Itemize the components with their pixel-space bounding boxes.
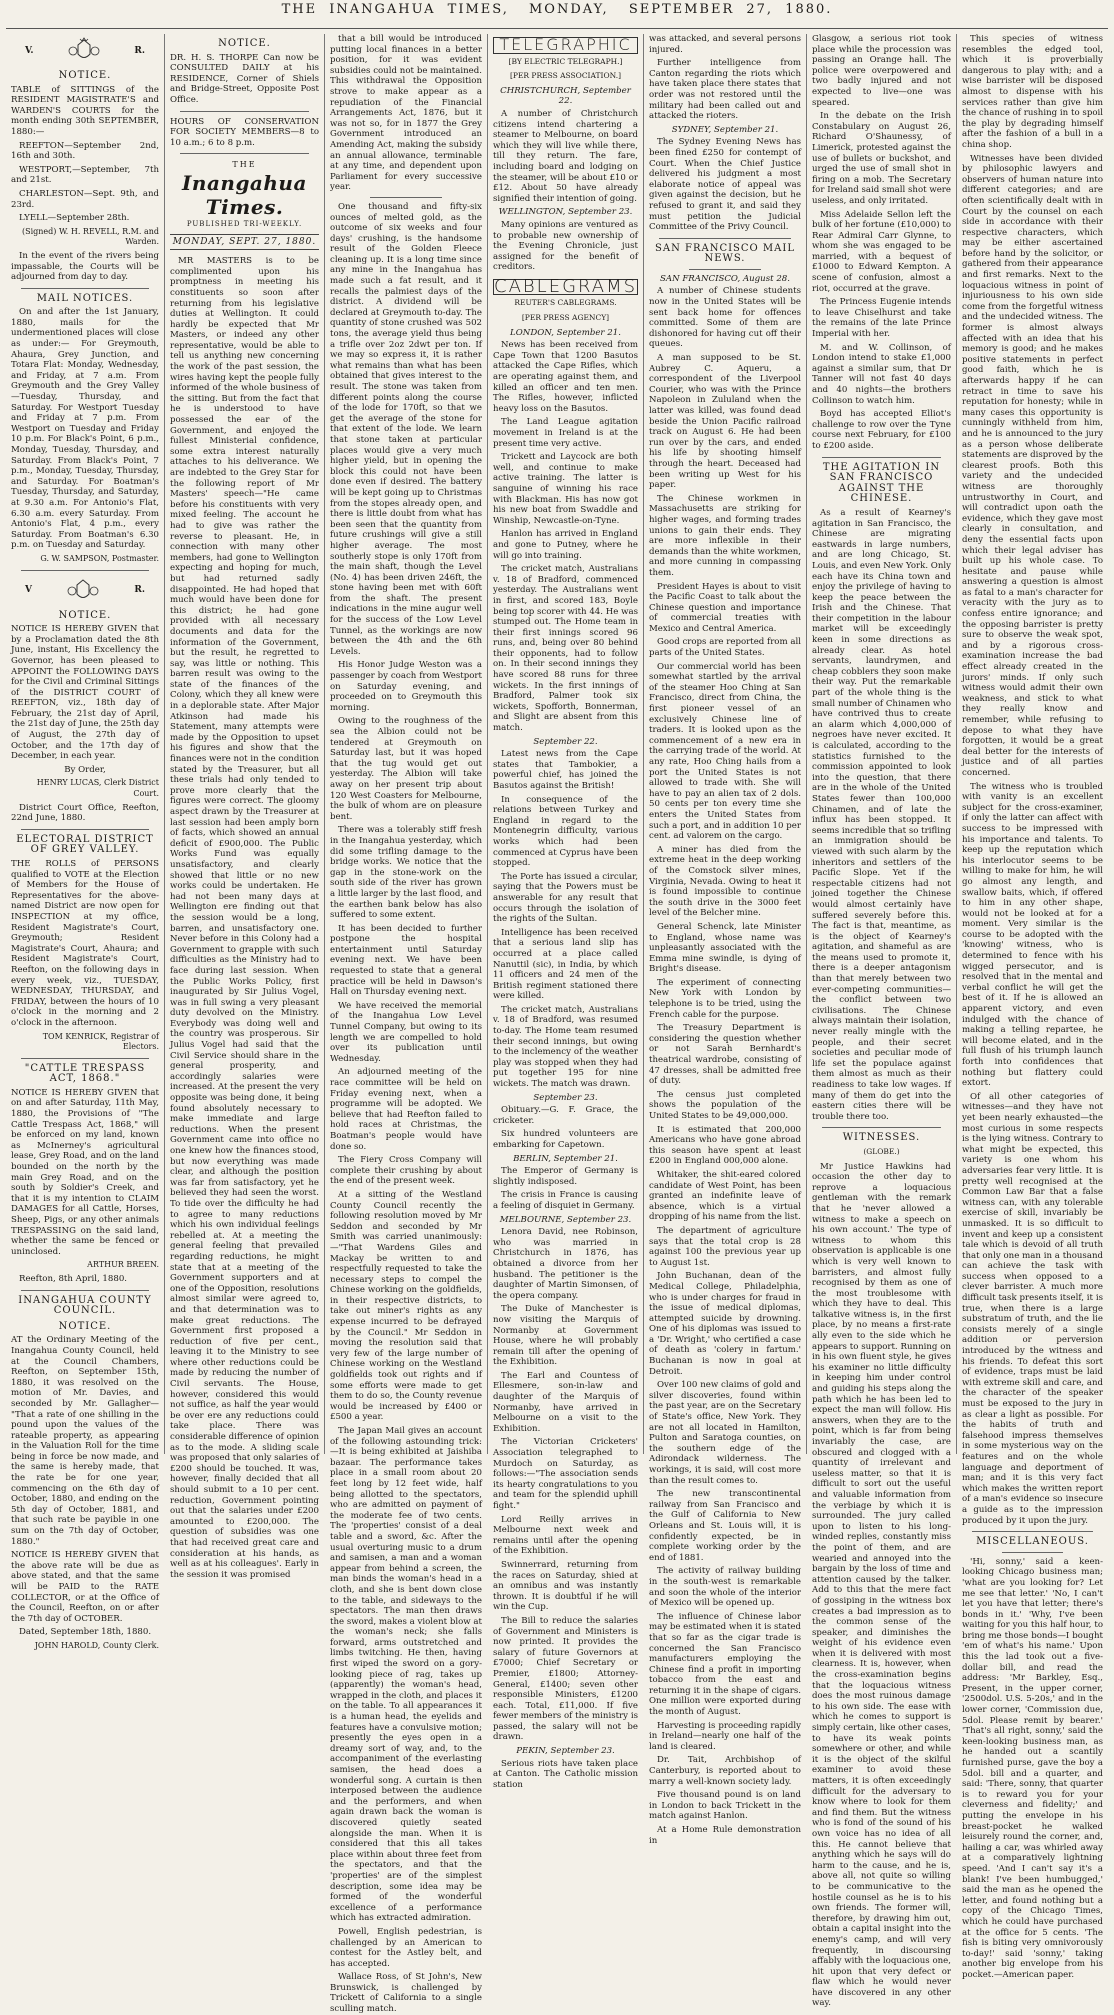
news-paragraph: The Sydney Evening News has been fined £250 for contempt of Court. When the Chief Justice delivered his judgment a most elaborate notice of appeal was given against the decision, but he refused to grant it, and said they must petition the Judicial Committee of the Privy Council.	[649, 137, 801, 233]
separator	[972, 1531, 1093, 1532]
masthead-the: THE	[232, 160, 257, 170]
news-paragraph: Many opinions are ventured as to probable new ownership of the Evening Chronicle, just assigned for the benefit of creditors.	[493, 219, 638, 273]
news-paragraph: A number of Christchurch citizens intend chartering a steamer to Melbourne, on board which they will live while there, till they return. The fare, including board and lodging on the steamer, will be about £10 or £12. About 50 have already signified their intention of going.	[493, 108, 638, 204]
editorial-body: MR MASTERS is to be complimented upon his promptness in meeting his constituents so soon after returning from his legislative duties at Wellington. It could hardly be expected that Mr Masters, or indeed any other representative, would be able to tell us anything new concerning the work of the past session, the wires having kept the people fully informed of the whole business of the sitting. But from the fact that he is understood to have possessed the ear of the Government, and enjoyed the fullest Ministerial confidence, some extra interest naturally attaches to his deliverance. We are indebted to the Grey Star for the following report of Mr Masters' speech—"He came before his constituents with very mixed feeling. The account he had to give was rather the reverse to pleasant. He, in connection with many other members, had gone to Wellington expecting and hoping for much, but had returned sadly disappointed. He had hoped that much would have been done for this district; he had gone provided with all necessary documents and data for the information of the Government, but the result, he regretted to say, was little or nothing. This barren result was owing to the state of the finances of the Colony, which they all knew were in a deplorable state. After Major Atkinson had made his Statement, many attempts were made by the Opposition to upset his figures and show that the finances were not in the condition stated by the Treasurer, but all these trials had only tended to prove more clearly that the figures were correct. The gloomy aspect drawn by the Treasurer at last session had been amply born of facts, which showed an annual deficit of £900,000. The Public Works Fund was equally unsatisfactory, and clearly showed that little or no new works could be undertaken. He had not been many days at Wellington ere finding out that the session would be a long, barren, and unsatisfactory one. Never before in this Colony had a Government to grapple with such difficulties as the Ministry had to face during last session. When the Public Works Policy, first inaugurated by Sir Julius Vogel, was in full swing a very pleasant duty devolved on the Ministry. Everybody was doing well and the country was prosperous. Sir Julius Vogel had said that the Civil Service should share in the general prosperity, and accordingly salaries were increased. At the present the very opposite was being done, it being found absolutely necessary to make immediate and large reductions. When the present Government came into office no one knew how the finances stood, but now everything was made clear, and although the position was far from satisfactory, yet he believed they had seen the worst. To tide over the difficulty he had to agree to many reductions which his own individual feelings rebelled at. At a meeting the general feeling that prevailed regarding reductions, he might state that at a meeting of the Government supporters and at one of the Opposition, resolutions almost similar were agreed to, and that determination was to make great reductions. The Government first proposed a reduction of five per cent., leaving it to the Ministry to see where other reductions could be made by reducing the number of Civil servants. The House, however, considered this would not suffice, as half the year would be over ere any reductions could take place. There was considerable difference of opinion as to the mode. A sliding scale was proposed that only salaries of £200 should be touched. It was, however, finally decided that all should submit to a 10 per cent. reduction, Government pointing out that the salaries under £200 amounted to £200,000. The question of subsidies was one that had received great care and consideration at his hands, as well as at his colleagues'. Early in the session it was promised	[170, 256, 319, 1580]
masthead-title: Inangahua Times.	[182, 170, 307, 219]
news-paragraph: President Hayes is about to visit the Pacific Coast to talk about the Chinese question and importance of commercial treaties with Mexico and Central America.	[649, 581, 801, 634]
news-paragraph: Serious riots have taken place at Canton. The Catholic mission station	[493, 1758, 638, 1790]
separator	[822, 1127, 941, 1128]
council-body: AT the Ordinary Meeting of the Inangahua County Council, held at the Council Chambers, Reefton, on September 15th, 1880, it was resolved on the motion of Mr. Davies, and seconded by Mr. Gallagher— "That a rate of one shilling in the pound upon the values of the rateable property, as appearing in the Valuation Roll for the time being in force be now made, and the same is hereby made, that the rate be for one year, commencing on the 6th day of October, 1880, and ending on the 5th day of October, 1881, and that such rate be payible in one sum on the 7th day of October, 1880."	[11, 1335, 159, 1547]
agitation-heading: THE AGITATION IN SAN FRANCISCO AGAINST THE CHINESE.	[822, 461, 941, 505]
crest-right: R.	[134, 585, 145, 596]
electoral-body: THE ROLLS of PERSONS qualified to VOTE at the Election of Members for the House of Representatives for the above-named District are now open for INSPECTION at my office, Resident Magistrate's Court, Greymouth; Resident Magistrate's Court, Ahaura; and Resident Magistrate's Court, Reefton, on the following days in every week, viz., TUESDAY, WEDNESDAY, THURSDAY, and FRIDAY, between the hours of 10 o'clock in the morning and 2 o'clock in the afternoon.	[11, 859, 159, 1028]
separator	[21, 570, 149, 571]
news-paragraph: The cricket match, Australians v. 18 of Bradford, commenced yesterday. The Australians went in first, and scored 183, Boyle being top scorer with 44. He was stumped out. The Home team in their first innings scored 96 runs, and, being over 80 behind their opponents, had to follow on. In their second innings they have scored 88 runs for three wickets. In the first innings of Bradford, Palmer took six wickets, Spofforth, Bonnerman, and Slight are absent from this match.	[493, 564, 638, 734]
clerk-signature: HENRY LUCAS, Clerk District Court.	[36, 778, 159, 799]
separator	[21, 288, 149, 289]
news-paragraph: Wallace Ross, of St John's, New Brunswick, is challenged by Trickett of California to a single sculling match.	[330, 1972, 482, 2015]
columns	[6, 34, 1108, 2015]
county-council-heading: INANGAHUA COUNTY COUNCIL.	[18, 1294, 152, 1317]
dateline: CHRISTCHURCH, September 22.	[500, 85, 631, 107]
reuters-subhead: REUTER'S CABLEGRAMS.	[514, 298, 617, 308]
news-paragraph: The Bill to reduce the salaries of Government and Ministers is now printed. It provides the salary of future Governors at £7000; Chief Secretary or Premier, £1800; Attorney-General, £1400; seven other responsible Ministers, £1200 each. Total, £11,000. If five fewer members of the ministry is passed, the salary will not be drawn.	[493, 1615, 638, 1743]
news-paragraph: Intelligence has been received that a serious land slip has occurred at a place called Nanuttil (sic), in India, by which 11 officers and 24 men of the British regiment stationed there were killed.	[493, 927, 638, 1002]
news-paragraph: The Porte has issued a circular, saying that the Powers must be answerable for any result that occurs through the isolation of the rights of the Sultan.	[493, 871, 638, 925]
news-paragraph: Six hundred volunteers are embarking for Capetown.	[493, 1129, 638, 1150]
postmaster-signature: G. W. SAMPSON, Postmaster.	[40, 553, 159, 563]
news-paragraph: The cricket match, Australians v. 18 of Bradford, was resumed to-day. The Home team resumed their second innings, but owing to the inclemency of the weather play was stopped when they had put together 195 for nine wickets. The match was drawn.	[493, 1004, 638, 1090]
dateline: September 22.	[533, 736, 598, 747]
news-paragraph: At a Home Rule demonstration in	[649, 1825, 801, 1846]
press-association-subhead: [PER PRESS ASSOCIATION.]	[509, 71, 622, 81]
cattle-act-body: NOTICE IS HEREBY GIVEN that on and after Saturday, 11th May, 1880, the Provisions of "The Cattle Trespass Act, 1868," will be enforced on my land, known as McInerney's agricultural lease, Grey Road, and on the land bounded on the north by the main Grey Road, and on the south by Soldier's Creek, and that it is my intention to CLAIM DAMAGES for all Cattle, Horses, Sheep, Pigs, or any other animals TRESPASSING on the said land, whether the same be fenced or uninclosed.	[11, 1087, 159, 1257]
issue-date: MONDAY, SEPT. 27, 1880.	[170, 234, 319, 251]
news-paragraph: Dr. Tait, Archbishop of Canterbury, is reported about to marry a well-known society lady.	[649, 1755, 801, 1787]
district-court-notice: NOTICE IS HEREBY GIVEN that by a Proclamation dated the 8th June, instant, His Excellency the Governor, has been pleased to APPOINT the FOLLOWING DAYS for the Civil and Criminal Sittings of the DISTRICT COURT of REEFTON, viz., 18th day of February, the 21st day of April, the 21st day of June, the 25th day of August, the 27th day of October, and the 17th day of December, in each year.	[11, 624, 159, 762]
separator	[1002, 1552, 1063, 1553]
royal-crest	[11, 36, 159, 66]
by-order: By Order,	[64, 764, 106, 775]
news-paragraph: Lord Reilly arrives in Melbourne next week and remains until after the opening of the Exhibition.	[493, 1514, 638, 1557]
news-paragraph: The Chinese workmen in Massachusetts are striking for higher wages, and forming trades unions to gain their ends. They are more inflexible in their demands than the white workmen, and more cunning in compassing them.	[649, 493, 801, 578]
news-paragraph: The witness who is troubled with vanity is an excellent subject for the cross-examiner, if only the latter can affect with success to be impressed with his importance and talents. To keep up the reputation which his interlocutor seems to be willing to make for him, he will go almost any length, and swallow baits, which, if offered to him in any other shape, would not be looked at for a moment. Very similar is the course to be adopted with the 'knowing' witness, who is determined to fence with his wigged persecutor, and is resolved that in the mental and verbal conflict he will get the best of it. If he is allowed an apparent victory, and even indulged with the chance of making a telling repartee, he will become elated, and in the full flush of his triumph launch forth into confidences that nothing but flattery could extort.	[962, 781, 1103, 1089]
news-paragraph: Witnesses have been divided by philosophic lawyers and observers of human nature into different categories; and are often scientifically dealt with in Court by the counsel on each side in accordance with their respective characters, which may be either ascertained before hand by the solicitor, or gathered from their appearance and first remarks. Next to the loquacious witness in point of injuriousness to his own side come from the forgetful witness and the undecided witness. The former is almost always affected with an idea that his memory is good; and he makes positive statements in perfect good faith, which he is afterwards happy if he can retract in time to save his reputation for honesty; while in many cases this opportunity is cunningly withheld from him, and he is announced to the jury as a person whose deliberate statements are disproved by the clearest proofs. Both this variety and the undecided witness are thoroughly untrustworthy in Court, and will contradict upon oath the evidence, which they gave most clearly in consultation, and deny the essential facts upon which their legal adviser has built up his whole case. To hesitate and pause while answering a question is almost as fatal to a man's character for veracity with the jury as to confess entire ignorance; and the opposing barrister is pretty sure to observe the weak spot, and by a rigorous cross-examination increase the bad effect already created in the jurors' minds. If only such witness would admit their own weakness, and stick to what they really know and remember, while refusing to depose to what they have forgotten, it would be a great deal better for the interests of justice and of all parties concerned.	[962, 153, 1103, 778]
news-paragraph: It has been decided to further postpone the hospital entertainment until Saturday evening next. We have been requested to state that a general practice will be held in Dawson's Hall on Thursday evening next.	[330, 923, 482, 998]
news-paragraph: The Japan Mail gives an account of the following astounding trick:—It is being exhibited at Jaishiba bazaar. The performance takes place in a small room about 20 feet long by 12 feet wide, half being allotted to the spectators, who are admitted on payment of the moderate fee of two cents. The 'properties' consist of a deal table and a sword, &c. After the usual overturing music to a drum and samisen, a man and a woman appear from behind a screen, the man binds the woman's head in a cloth, and she is bent down close to the table, and sideways to the spectators. The man then draws the sword, makes a violent blow at the woman's neck; she falls forward, arms outstretched and limbs twitching. He then, having first wiped the sword on a gory-looking piece of rag, takes up (apparently) the woman's head, wrapped in the cloth, and places it on the table. To all appearances it is a human head, the eyelids and features have a convulsive motion; presently the eyes open in a dreamy sort of way, and, to the accompaniment of the everlasting samisen, the head does a wonderful song. A curtain is then interposed between the audience and the performers, and when again drawn back the woman is discovered quietly seated alongside the man. When it is considered that this all takes place within about three feet from the spectators, and that the 'properties' are of the simplest description, some idea may be formed of the wonderful excellence of a performance which has extracted admiration.	[330, 1426, 482, 1924]
news-paragraph: Miss Adelaide Sellon left the bulk of her fortune (£10,000) to Rear Admiral Carr Glynne, to whom she was engaged to be married, with a bequest of £1000 to Edward Kempton. A scene of confusion, almost a riot, occurred at the grave.	[812, 209, 951, 294]
news-paragraph: The Treasury Department is considering the question whether or not Sarah Bernhardt's theatrical wardrobe, consisting of 47 dresses, shall be admitted free of duty.	[649, 1023, 801, 1087]
running-head	[0, 2, 1114, 28]
news-paragraph: Swinnerrard, returning from the races on Saturday, shied at an omnibus and was instantly thrown. It is doubtful if he will win the Cup.	[493, 1559, 638, 1613]
news-paragraph: Good crops are reported from all parts of the United States.	[649, 637, 801, 659]
news-paragraph: The Emperor of Germany is slightly indisposed.	[493, 1166, 638, 1187]
news-paragraph: Of all other categories of witnesses—and they have not yet been nearly exhausted—the most curious in some respects is the lying witness. Contrary to what might be expected, this variety is one whom his adversaries fear very little. It is pretty well recognised at the Common Law Bar that a false witness can, with any tolerable exercise of skill, invariably be unmasked. It is so difficult to invent and keep up a consistent tale which is devoid of all truth that only one man in a thousand can achieve the task with success when opposed to a clever barrister. A much more difficult task presents itself, it is true, when there is a large substratum of truth, and the lie consists merely of a single addition or perversion introduced by the witness and his friends. To defeat this sort of evidence, traps must be laid with extreme skill and care, and the character of the speaker must be exposed to the jury in as clear a light as possible. For the habits of truth and falsehood impress themselves in some mysterious way on the features and on the whole language and deportment of man; and it is this very fact which makes the written report of a man's evidence so insecure a guide as to the impression produced by it upon the jury.	[962, 1091, 1103, 1526]
news-paragraph: The department of agriculture says that the total crop is 28 against 100 the previous year up to August 1st.	[649, 1225, 801, 1268]
news-paragraph: was attacked, and several persons injured.	[649, 34, 801, 55]
crest-left: V.	[25, 45, 34, 56]
san-francisco-mail-heading: SAN FRANCISCO MAIL NEWS.	[655, 242, 795, 265]
dateline: MELBOURNE, September 23.	[499, 1214, 632, 1225]
separator	[659, 238, 791, 239]
news-paragraph: The Princess Eugenie intends to leave Chiselhurst and take the remains of the late Prince Imperial with her.	[812, 297, 951, 340]
news-paragraph: Latest news from the Cape states that Tambokier, a powerful chief, has joined the Basutos against the British!	[493, 749, 638, 791]
news-paragraph: Glasgow, a serious riot took place while the procession was passing an Orange hall. The police were overpowered and two badly injured and not expected to live—one was speared.	[812, 34, 951, 108]
crest-left: V	[25, 585, 32, 596]
breen-signature: ARTHUR BREEN.	[87, 1260, 159, 1270]
news-paragraph: A number of Chinese students now in the United States will be sent back home for offences committed. Some of them are dishonored for having cut off their queues.	[649, 286, 801, 350]
column-3	[324, 34, 487, 2015]
witnesses-source: (GLOBE.)	[863, 1146, 900, 1156]
separator	[21, 829, 149, 830]
news-paragraph: that a bill would be introduced putting local finances in a better position, for it was evident subsidies could not be maintained. This withdrawal the Opposition strove to make appear as a repudiation of the Financial Arrangements Act, 1876, but it was not so, for in 1877 the Grey Government introduced an Amending Act, making the subsidy an annual allowance, terminable at any time, and dependent upon Parliament for every successive year.	[330, 34, 482, 193]
cattle-dateline: Reefton, 8th April, 1880.	[19, 1273, 128, 1284]
column-1	[6, 34, 164, 1650]
signed-line: (Signed) W. H. REVELL, R.M. and Warden.	[21, 226, 159, 247]
news-paragraph: This species of witness resembles the edged tool, which it is proverbially dangerous to play with; and a wise barrister will be disposed almost to dispense with his services rather than give him the chance of rushing in to spoil the play by degrading himself after the fashion of a bull in a china shop.	[962, 34, 1103, 150]
column-4	[487, 34, 643, 1790]
dateline: LONDON, September 21.	[510, 327, 621, 338]
news-paragraph: The experiment of connecting New York with London by telephone is to be tried, using the French cable for the purpose.	[649, 977, 801, 1020]
news-paragraph: General Schenck, late Minister to England, whose name was unpleasantly associated with the Emma mine swindle, is dying of Bright's disease.	[649, 921, 801, 975]
news-paragraph: A man supposed to be St. Aubrey C. Aqueru, a correspondent of the Liverpool Courier, who was with the Prince Napoleon in Zululand when the latter was killed, was found dead beside the Union Pacific railroad track on August 6. He had been run over by the cars, and ended his life by shooting himself through the heart. Deceased had been writing up West for his paper.	[649, 353, 801, 491]
running-head-date: SEPTEMBER 27, 1880.	[628, 2, 833, 17]
sittings-notice: TABLE of SITTINGS of the RESIDENT MAGISTRATE'S and WARDEN'S COURTS for the month ending 30th SEPTEMBER, 1880:—	[11, 84, 159, 137]
dateline: SYDNEY, September 21.	[671, 124, 779, 135]
news-paragraph: It is estimated that 200,000 Americans who have gone abroad this season have spent at least £200 in England 000,000 alone.	[649, 1124, 801, 1167]
miscellaneous-body: 'Hi, sonny,' said a keen-looking Chicago business man; 'what are you looking for? Let me see that letter.' 'No, I can't let you have that letter; there's bonds in it.' 'Why, I've been waiting for you this half hour, to bring me those bonds—I bought 'em of what's his name.' Upon this the lad took out a five-dollar bill, and read the address: 'Mr Barkley, Esq., Present, in the upper corner, '2500dol. U.S. 5-20s,' and in the lower corner, 'Commission due, 5dol. Please remit by bearer.' 'That's all right, sonny,' said the keen-looking business man, as he handed out a scantily furnished purse, gave the boy a 5dol. bill and a quarter, and said: 'There, sonny, that quarter is to reward you for your cleverness and fidelity;' and putting the envelope in his breast-pocket he walked leisurely round the corner, and, hailing a car, was whirled away at a comparatively lightning speed. 'And I can't say it's a blank! I've been humbugged,' said the man as he opened the letter, and found nothing but a copy of the Chicago Times, which he could have purchased at the office for 5 cents. 'The fish is biting very omnivorously to-day!' said 'sonny,' taking another big envelope from his pocket.—American paper.	[962, 1556, 1103, 1980]
running-head-day: MONDAY,	[529, 2, 609, 17]
column-6	[806, 34, 956, 2009]
separator	[21, 1290, 149, 1291]
county-clerk-signature: JOHN HAROLD, County Clerk.	[34, 1640, 159, 1650]
news-paragraph: News has been received from Cape Town that 1200 Basutos attacked the Cape Rifles, which are operating against them, and killed an officer and ten men. The Rifles, however, inflicted heavy loss on the Basutos.	[493, 340, 638, 414]
separator	[689, 269, 761, 270]
news-paragraph: In consequence of the relations between Turkey and England in regard to the Montenegrin difficulty, various works which had been commenced at Cyprus have been stopped.	[493, 794, 638, 869]
sitting-line: REEFTON—September 2nd, 16th and 30th.	[11, 140, 159, 162]
news-paragraph: His Honor Judge Weston was a passenger by coach from Westport on Saturday evening, and proceeded on to Greymouth this morning.	[330, 660, 482, 713]
press-agency-subhead: [PER PRESS AGENCY]	[521, 313, 610, 323]
thorpe-notice: DR. H. S. THORPE Can now be CONSULTED DAILY at his RESIDENCE, Corner of Shiels and Bridge-Street, Opposite Post Office.	[170, 52, 319, 105]
witnesses-heading: WITNESSES.	[842, 1132, 921, 1144]
council-notice-subhead: NOTICE.	[58, 1320, 112, 1332]
dateline: September 23.	[533, 1092, 598, 1103]
court-office-dateline: District Court Office, Reefton, 22nd June, 1880.	[11, 802, 159, 824]
news-paragraph: John Buchanan, dean of the Medical College, Philadelphia, who is under charges for fraud in the issue of medical diplomas, attempted suicide by drowning. One of his diplomas was issued to a 'Dr. Wright,' who certified a case of death as 'colery in fartum.' Buchanan is now in goal at Detroit.	[649, 1271, 801, 1377]
cablegrams-heading: CABLEGRAMS	[494, 275, 638, 297]
witnesses-body: Mr Justice Hawkins had occasion the other day to reprove a loquacious gentleman with the remark that he 'never allowed a witness to make a speech on his own account.' The type of witness to whom this observation is applicable is one which is very well known to barristers, and almost fully recognised by them as one of the most troublesome with which they have to deal. This talkative witness is, in the first place, by no means a first-rate ally even to the side which he appears to support. Running on in his own fluent style, he gives his examiner no little difficulty in keeping him under control and guiding his steps along the path which he has been led to expect the man will follow. His answers, when they are to the point, which is far from being invariably the case, are obscured and clogged with a quantity of irrelevant and useless matter, so that it is difficult to sort out the useful and valuable information from the verbiage by which it is surrounded. The jury called upon to listen to his long-winded replies, constantly miss the point of them, and are wearied and annoyed into the bargain by the loss of time and attention caused by the talker. Add to this that the mere fact of gossiping in the witness box creates a bad impression as to the common sense of the speaker, and diminishes the weight of his evidence even when it is delivered with most clearness. It is, however, when the cross-examination begins that the loquacious witness does the most ruinous damage to his own side. The ease with which he comes to support is simply certain, like other cases, to have its weak points somewhere or other, and while it is the object of the skilful examiner to avoid these matters, it is often exceedingly difficult for the adversary to know where to look for them and find them. But the witness who is fond of the sound of his own voice has no idea of all this. He cannot believe that anything which he says will do harm to the cause, and he is, above all, not quite so willing to be communicative to the hostile counsel as he is to his own friends. The former will, therefore, by drawing him out, obtain a capital insight into the enemy's camp, and will very frequently, in discoursing affably with the loquacious one, hit upon that very defect or flaw which he would never have discovered in any other way.	[812, 1161, 951, 2009]
news-paragraph: Further intelligence from Canton regarding the riots which have taken place there states that order was not restored until the military had been called out and attacked the rioters.	[649, 58, 801, 122]
news-paragraph: Lenora David, nee Robinson, who was married in Christchurch in 1876, has obtained a divorce from her husband. The petitioner is the daughter of Martin Simonsen, of the opera company.	[493, 1227, 638, 1301]
cattle-act-heading: "CATTLE TRESPASS ACT, 1868."	[24, 1062, 146, 1085]
notice-heading: NOTICE.	[58, 70, 112, 81]
news-paragraph: We have received the memorial of the Inangahua Low Level Tunnel Company, but owing to its length we are compelled to hold over its publication until Wednesday.	[330, 1000, 482, 1064]
sitting-line: WESTPORT,—September, 7th and 21st.	[11, 164, 159, 186]
mail-notices-body: On and after the 1st January, 1880, mails for the undermentioned places will close as under:— For Greymouth, Ahaura, Grey Junction, and Totara Flat: Monday, Wednesday, and Friday, at 7 a.m. From Greymouth and the Grey Valley —Tuesday, Thursday, and Saturday. For Westport Tuesday and Friday at 7 p.m. From Westport on Tuesday and Friday 10 p.m. For Black's Point, 6 p.m., Monday, Tuesday, Thursday, and Saturday. From Black's Point, 7 p.m., Monday, Tuesday, Thursday, and Saturday. For Boatman's Tuesday, Thursday, and Saturday, at 9.30 a.m. For Antonio's Flat, 6.30 a.m. every Saturday. From Antonio's Flat, 4 p.m., every Saturday. From Boatman's 6.30 p.m. on Tuesday and Saturday.	[11, 307, 159, 551]
council-body-2: NOTICE IS HEREBY GIVEN that the above rate will be due as above stated, and that the same will be PAID to the RATE COLLECTOR, or at the Office of the Council, Reefton, on or after the 7th day of OCTOBER.	[11, 1550, 159, 1624]
news-paragraph: The Duke of Manchester is now visiting the Marquis of Normanby at Government House, where he will probably remain till after the opening of the Exhibition.	[493, 1304, 638, 1368]
news-paragraph: Powell, English pedestrian, is challenged by an American to contest for the Astley belt, and has accepted.	[330, 1926, 482, 1969]
telegraphic-heading: TELEGRAPHIC	[493, 37, 638, 54]
news-paragraph: The crisis in France is causing a feeling of disquiet in Germany.	[493, 1190, 638, 1211]
news-paragraph: Five thousand pound is on land in London to back Trickett in the match against Hanlon.	[649, 1790, 801, 1822]
news-paragraph: The Earl and Countess of Ellesmere, son-in-law and daughter of the Marquis of Normanby, have arrived in Melbourne on a visit to the Exhibition.	[493, 1370, 638, 1434]
column-5	[643, 34, 806, 1846]
dateline: BERLIN, September 21.	[513, 1153, 618, 1164]
registrar-signature: TOM KENRICK, Registrar of Electors.	[42, 1031, 159, 1052]
news-paragraph: Owing to the roughness of the sea the Albion could not be tendered at Greymouth on Saturday last, but it was hoped that the tug would get out yesterday. The Albion will take away on her present trip about 120 West Coasters for Melbourne, the bulk of whom are on pleasure bent.	[330, 716, 482, 822]
news-paragraph: An adjourned meeting of the race committee will be held on Friday evening next, when a programme will be adopted. We believe that had Reefton failed to hold races at Christmas, the Boatman's people would have done so.	[330, 1067, 482, 1152]
news-paragraph: The Victorian Cricketers' Association telegraphed to Murdoch on Saturday, as follows:—"The association sends its hearty congratulations to you and team for the splendid uphill fight."	[493, 1437, 638, 1511]
dateline: SAN FRANCISCO, August 28.	[660, 273, 790, 284]
news-paragraph: There was a tolerably stiff fresh in the Inangahua yesterday, which did some trifling damage to the bridge works. We notice that the gap in the stone-work on the south side of the river has grown a little larger by the last flood, and the earthen bank below has also suffered to some extent.	[330, 825, 482, 921]
conservation-hours: HOURS OF CONSERVATION FOR SOCIETY MEMBERS—8 to 10 a.m.; 6 to 8 p.m.	[170, 116, 319, 148]
separator	[370, 197, 442, 198]
news-paragraph: Hanlon has arrived in England and gone to Putney, where he will go into training.	[493, 529, 638, 561]
royal-arms-icon	[66, 578, 100, 604]
news-paragraph: The census just completed shows the population of the United States to be 49,000,000.	[649, 1089, 801, 1121]
news-paragraph: At a sitting of the Westland County Council recently the following resolution moved by Mr Seddon and seconded by Mr Smith was carried unanimously:—"That Wardens Giles and Mackay be written to and respectfully requested to take the necessary steps to compel the Chinese working on the goldfields, in their respective districts, to take out miner's rights as any expense incurred to be defrayed by the Council." Mr Seddon in moving the resolution said that very few of the large number of Chinese working on the Westland goldfields took out rights and if some efforts were made to get them to do so, the County revenue would be increased by £400 or £500 a year.	[330, 1189, 482, 1423]
news-paragraph: Whitaker, the shit-eared colored candidate of West Point, has been granted an indefinite leave of absence, which is a virtual dropping of his name from the list.	[649, 1169, 801, 1223]
dateline: WELLINGTON, September 23.	[498, 207, 633, 218]
column-2	[164, 34, 324, 1580]
sitting-line: LYELL—September 28th.	[19, 213, 130, 224]
news-paragraph: Trickett and Laycock are both well, and continue to make active training. The latter is sanguine of winning his race with Blackman. His has now got his new boat from Swaddle and Winship, Newcastle-on-Tyne.	[493, 452, 638, 526]
running-head-title: THE INANGAHUA TIMES,	[281, 2, 509, 17]
mail-notices-heading: MAIL NOTICES.	[36, 292, 134, 304]
electoral-heading: ELECTORAL DISTRICT OF GREY VALLEY.	[16, 833, 154, 856]
notice-heading: NOTICE.	[58, 609, 112, 621]
news-paragraph: The Land League agitation movement in Ireland is at the present time very active.	[493, 417, 638, 449]
top-rule	[6, 28, 1108, 29]
royal-crest-2	[11, 576, 159, 606]
masthead	[170, 160, 319, 229]
separator	[180, 111, 309, 112]
news-paragraph: In the debate on the Irish Constabulary on August 26, Richard O'Shaunessy, of Limerick, protested against the use of bullets or buckshot, and urged the use of small shot in firing on a mob. The Secretary for Ireland said small shot were useless, and only irritated.	[812, 111, 951, 206]
news-paragraph: Harvesting is proceeding rapidly in Ireland—nearly one half of the land is cleared.	[649, 1720, 801, 1752]
separator	[21, 1058, 149, 1059]
miscellaneous-heading: MISCELLANEOUS.	[976, 1536, 1089, 1548]
news-paragraph: Over 100 new claims of gold and silver discoveries, found within the past year, are on the Secretary of State's office, New York. They are not all located in Hamilton, Pulton and Saratoga counties, on the southern edge of the Adirondack wilderness. The workings, it is said, will cost more than the result comes to.	[649, 1380, 801, 1486]
news-paragraph: One thousand and fifty-six ounces of melted gold, as the outcome of six weeks and four days' crushing, is the handsome result of the Golden Fleece cleaning up. It is a long time since any mine in the Inangahua has made such a fat result, and it recalls the palmiest days of the district. A dividend will be declared at Greymouth to-day. The quantity of stone crushed was 502 tons, the average yield thus being a trifle over 2oz 2dwt per ton. If we may so express it, it is rather what remains than what has been obtained that gives interest to the result. The stone was taken from different points along the course of the lode for 170ft, so that we get the average of the stone for that extent of the lode. We learn that stone taken at particular places would give a very much higher yield, but in opening the block this could not have been done even if desired. The battery will be kept going up to Christmas from the stopes already open, and there is little doubt from what has been seen that the quantity from future crushings will give a still higher average. The most southerly stope is only 170ft from the main shaft, though the Level (No. 4) has been driven 246ft, the stone having been met with 60ft from the shaft. The present indications in the mine augur well for the success of the Low Level Tunnel, as the workings are now between the 4th and the 6th Levels.	[330, 201, 482, 657]
separator	[822, 457, 941, 458]
notice-heading: NOTICE.	[218, 38, 271, 49]
separator	[180, 153, 309, 154]
news-paragraph: Obituary.—G. F. Grace, the cricketer.	[493, 1105, 638, 1126]
telegraph-subhead: [BY ELECTRIC TELEGRAPH.]	[508, 56, 623, 66]
crest-right: R.	[134, 45, 145, 56]
news-paragraph: The influence of Chinese labor may be estimated when it is stated that so far as the cigar trade is concerned the San Francisco manufacturers employing the Chinese find a profit in importing tobacco from the east and returning it in the shape of cigars. One million were exported during the month of August.	[649, 1611, 802, 1718]
news-paragraph: Boyd has accepted Elliot's challenge to row over the Tyne course next February, for £100 to £200 aside.	[812, 409, 951, 451]
news-paragraph: A miner has died from the extreme heat in the deep working of the Comstock silver mines, Virginia, Nevada. Owing to heat it is found impossible to continue the south drive in the 3000 feet level of the Belcher mine.	[649, 844, 801, 919]
news-paragraph: The Fiery Cross Company will complete their crushing by about the end of the present week.	[330, 1155, 482, 1187]
column-7	[956, 34, 1108, 1980]
news-paragraph: Our commercial world has been somewhat startled by the arrival of the steamer Hoo Ching at San Francisco, direct from China, the first pioneer vessel of an exclusively Chinese line of traders. It is looked upon as the commencement of a new era in the carrying trade of the world. At any rate, Hoo Ching hails from a port the United States is not allowed to trade with. She will have to pay an alien tax of 2 dols. 50 cents per ton every time she enters the United States from such a port, and in addition 10 per cent. ad valorem on the cargo.	[649, 661, 801, 842]
agitation-body: As a result of Kearney's agitation in San Francisco, the Chinese are migrating eastwards in large numbers, and are long Chicago, St. Louis, and even New York. Only each have its China town and enjoy the privilege of having to keep the peace between the Irish and the Chinese. That their competition in the labour market will be exceedingly keen in some directions as already clear. As hotel servants, laundrymen, and cheap cobblers they soon make their way. Put the remarkable part of the whole thing is the small number of Chinamen who have contrived thus to create an alarm which 4,000,000 of negroes have never excited. It is calculated, according to the statistics furnished to the commission appointed to look into the question, that there are in the whole of the United States fewer than 100,000 Chinamen, and of late the influx has been stopped. It seems incredible that so trifling an immigration should be viewed with such alarm by the inheritors and settlers of the Pacific Slope. Yet if the respectable citizens had not joined together the Chinese would almost certainly have suffered severely before this. The fact is that, meantime, as is the object of Kearney's agitation, and shameful as are the means used to promote it, there is a deeper antagonism than that merely between two ever-competing communities—the conflict between two civilisations. The Chinese always maintain their isolation, never really mingle with the people, and their secret societies and peculiar mode of life set the populace against them almost as much as their readiness to take low wages. If many of them do get into the eastern cities there will be trouble there too.	[812, 507, 951, 1122]
news-paragraph: The new transcontinental railway from San Francisco and the Gulf of California to New Orleans and St. Louis will, it is confidently expected, be in complete working order by the end of 1881.	[649, 1489, 801, 1563]
dateline: PEKIN, September 23.	[516, 1746, 615, 1757]
sitting-line: CHARLESTON—Sept. 9th, and 23rd.	[11, 188, 159, 210]
royal-arms-icon	[67, 38, 101, 64]
news-paragraph: The activity of railway building in the south-west is remarkable and soon the whole of the interior of Mexico will be opened up.	[649, 1566, 801, 1609]
sittings-note: In the event of the rivers being impassable, the Courts will be adjourned from day to day.	[11, 250, 159, 283]
masthead-subtitle: PUBLISHED TRI-WEEKLY.	[186, 219, 303, 228]
news-paragraph: M. and W. Collinson, of London intend to stake £1,000 against a similar sum, that Dr Tanner will not fast 40 days and 40 nights—the brothers Collinson to watch him.	[812, 342, 951, 406]
council-dateline: Dated, September 18th, 1880.	[19, 1627, 152, 1638]
